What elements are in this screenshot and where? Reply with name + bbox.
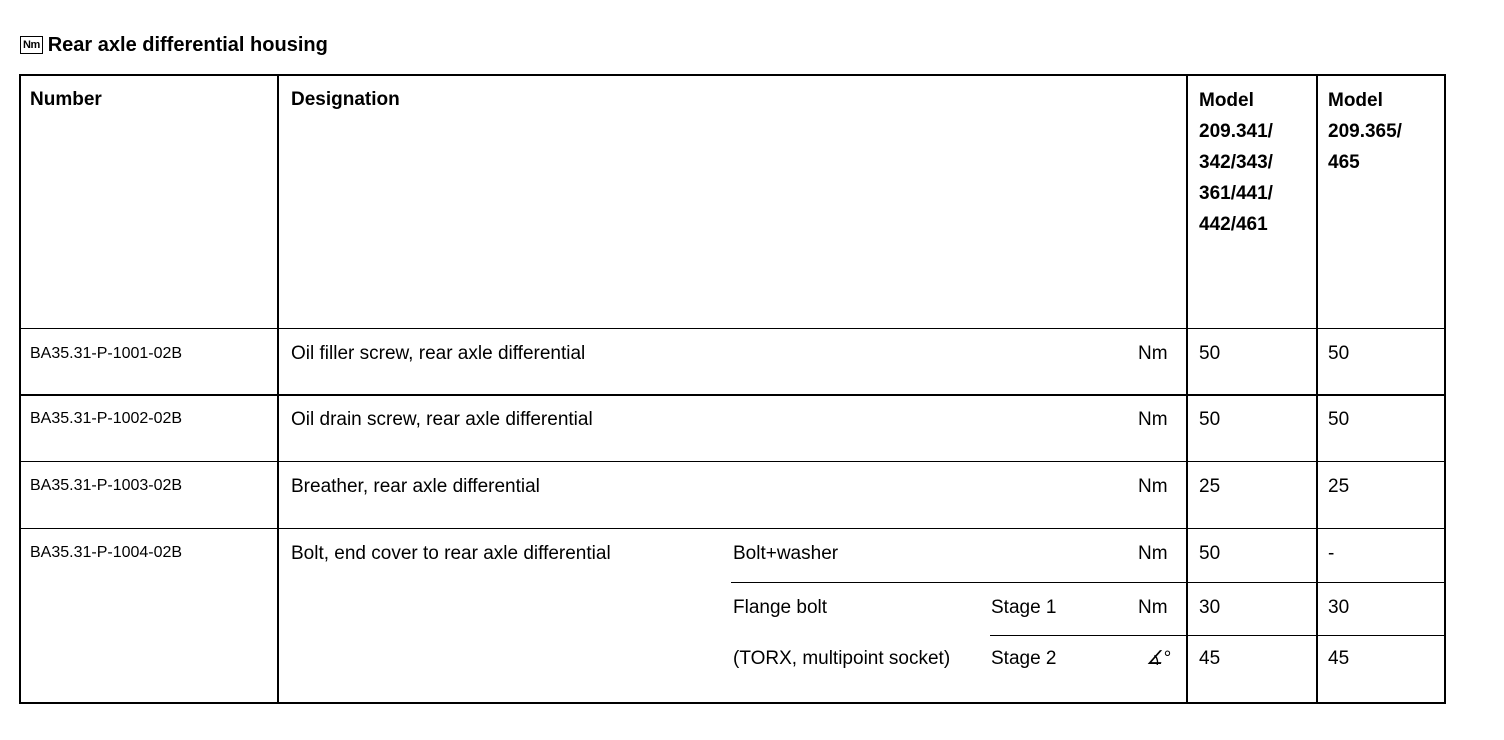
row-3-model-b: 25 (1328, 476, 1350, 497)
torque-nm-icon: Nm (20, 36, 43, 54)
subrow-2-part: Flange bolt (733, 597, 828, 618)
model-a-column-border (1316, 74, 1318, 704)
row-3-bottom-border (19, 528, 1446, 529)
header-number: Number (30, 89, 102, 110)
header-model-a (1199, 85, 1273, 240)
header-model-a-line: Model (1199, 90, 1254, 111)
table-right-border (1444, 74, 1446, 704)
subrow-2-model-b: 30 (1328, 597, 1350, 618)
row-3-unit: Nm (1138, 476, 1168, 497)
header-model-a-line: 342/343/ (1199, 152, 1273, 173)
subrow-3-stage: Stage 2 (991, 648, 1057, 669)
header-model-b-line: Model (1328, 90, 1383, 111)
row-2-model-b: 50 (1328, 409, 1350, 430)
header-model-b-line: 209.365/ (1328, 121, 1402, 142)
number-column-border (277, 74, 279, 704)
subrow-1-model-a: 50 (1199, 543, 1221, 564)
row-1-number: BA35.31-P-1001-02B (30, 345, 183, 362)
row-1-designation: Oil filler screw, rear axle differential (291, 343, 586, 364)
header-model-b (1328, 85, 1402, 178)
header-model-a-line: 209.341/ (1199, 121, 1273, 142)
table-bottom-border (19, 702, 1446, 704)
row-2-number: BA35.31-P-1002-02B (30, 410, 183, 427)
subrow-3-part: (TORX, multipoint socket) (733, 648, 951, 669)
designation-column-border (1186, 74, 1188, 704)
row-1-unit: Nm (1138, 343, 1168, 364)
header-model-b-line: 465 (1328, 152, 1360, 173)
header-designation: Designation (291, 89, 400, 110)
section-title-text: Rear axle differential housing (47, 33, 328, 56)
row-3-number: BA35.31-P-1003-02B (30, 477, 183, 494)
row-2-model-a: 50 (1199, 409, 1221, 430)
row-3-model-a: 25 (1199, 476, 1221, 497)
subrow-3-model-a: 45 (1199, 648, 1221, 669)
subrow-2-unit: Nm (1138, 597, 1168, 618)
subrow-2-model-a: 30 (1199, 597, 1221, 618)
subrow-3-model-b: 45 (1328, 648, 1350, 669)
row-4-number: BA35.31-P-1004-02B (30, 544, 183, 561)
subrow-1-unit: Nm (1138, 543, 1168, 564)
header-model-a-line: 361/441/ (1199, 183, 1273, 204)
row-2-designation: Oil drain screw, rear axle differential (291, 409, 593, 430)
subrow-1-model-b: - (1328, 543, 1335, 564)
row-1-bottom-border (19, 394, 1446, 396)
header-model-a-line: 442/461 (1199, 214, 1268, 235)
row-2-unit: Nm (1138, 409, 1168, 430)
angle-degree-icon: ∡° (1146, 648, 1171, 669)
row-4-designation: Bolt, end cover to rear axle differential (291, 543, 611, 564)
subrow-1-bottom-border (731, 582, 1446, 583)
row-1-model-b: 50 (1328, 343, 1350, 364)
subrow-2-stage: Stage 1 (991, 597, 1057, 618)
table-top-border (19, 74, 1446, 76)
header-bottom-border (19, 328, 1446, 329)
table-left-border (19, 74, 21, 704)
subrow-1-part: Bolt+washer (733, 543, 839, 564)
subrow-2-bottom-border (990, 635, 1446, 636)
row-1-model-a: 50 (1199, 343, 1221, 364)
row-3-designation: Breather, rear axle differential (291, 476, 540, 497)
row-2-bottom-border (19, 461, 1446, 462)
